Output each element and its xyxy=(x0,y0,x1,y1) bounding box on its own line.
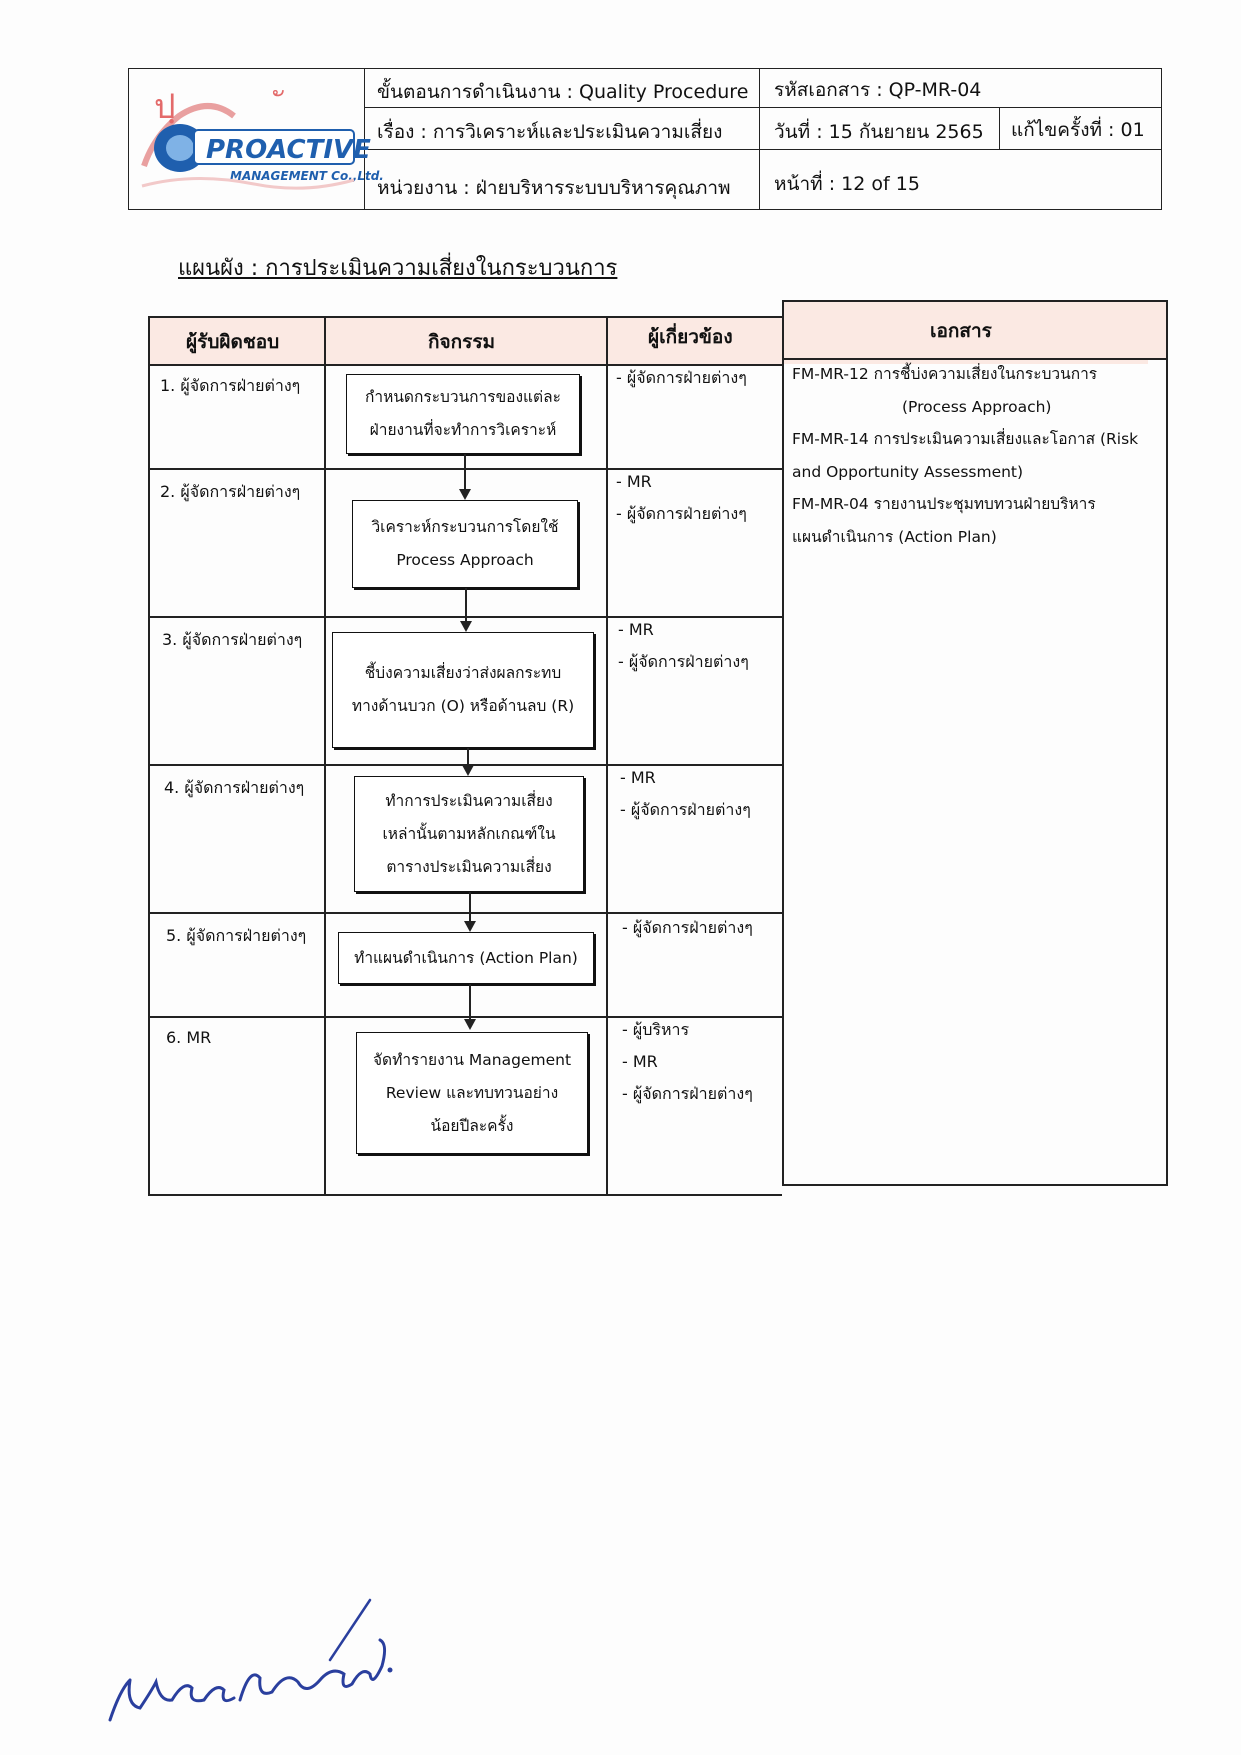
related-item: - ผู้จัดการฝ่ายต่างๆ xyxy=(616,368,747,387)
flowchart-title: แผนผัง : การประเมินความเสี่ยงในกระบวนการ xyxy=(178,256,618,281)
related-item: - ผู้จัดการฝ่ายต่างๆ xyxy=(622,918,753,937)
col-responsible-header: ผู้รับผิดชอบ xyxy=(186,331,280,353)
document-item: FM-MR-12 การชี้บ่งความเสี่ยงในกระบวนการ xyxy=(792,365,1098,383)
activity-box-6: จัดทำรายงาน Management Review และทบทวนอย่าง น้อยปีละครั้ง xyxy=(356,1032,588,1154)
related-row-5 xyxy=(622,912,753,944)
subject: เรื่อง : การวิเคราะห์และประเมินความเสี่ยง xyxy=(377,121,723,143)
activity-box-2: วิเคราะห์กระบวนการโดยใช้ Process Approach xyxy=(352,500,578,588)
related-item: - MR xyxy=(622,1052,658,1071)
col-documents-header: เอกสาร xyxy=(930,320,992,342)
col-activity-header: กิจกรรม xyxy=(428,331,496,353)
activity-box-5: ทำแผนดำเนินการ (Action Plan) xyxy=(338,932,594,984)
document-item: แผนดำเนินการ (Action Plan) xyxy=(792,527,997,546)
related-row-4 xyxy=(620,762,751,826)
related-item: - MR xyxy=(618,620,654,639)
activity-box-1: กำหนดกระบวนการของแต่ละ ฝ่ายงานที่จะทำการวิเคราะห์ xyxy=(346,374,580,454)
related-item: - ผู้จัดการฝ่ายต่างๆ xyxy=(618,652,749,671)
responsible-row-5: 5. ผู้จัดการฝ่ายต่างๆ xyxy=(166,926,307,945)
document-item: FM-MR-14 การประเมินความเสี่ยงและโอกาส (Risk xyxy=(792,430,1139,448)
responsible-row-2: 2. ผู้จัดการฝ่ายต่างๆ xyxy=(160,482,301,501)
related-item: - ผู้จัดการฝ่ายต่างๆ xyxy=(622,1084,753,1103)
activity-box-3: ชี้บ่งความเสี่ยงว่าส่งผลกระทบ ทางด้านบวก (O) หรือด้านลบ (R) xyxy=(332,632,594,748)
col-related-header: ผู้เกี่ยวข้อง xyxy=(648,326,733,348)
related-row-1 xyxy=(616,362,747,394)
department: หน่วยงาน : ฝ่ายบริหารระบบบริหารคุณภาพ xyxy=(377,177,731,199)
document-item: (Process Approach) xyxy=(902,397,1052,416)
svg-text:ั xyxy=(272,90,284,96)
related-row-2 xyxy=(616,466,747,530)
activity-box-4: ทำการประเมินความเสี่ยง เหล่านั้นตามหลักเกณฑ์ใน ตารางประเมินความเสี่ยง xyxy=(354,776,584,892)
document-item: and Opportunity Assessment) xyxy=(792,462,1024,481)
related-item: - MR xyxy=(616,472,652,491)
revision-number: แก้ไขครั้งที่ : 01 xyxy=(1011,119,1145,141)
company-logo xyxy=(134,76,384,204)
responsible-row-1: 1. ผู้จัดการฝ่ายต่างๆ xyxy=(160,376,301,395)
related-item: - MR xyxy=(620,768,656,787)
responsible-row-3: 3. ผู้จัดการฝ่ายต่างๆ xyxy=(162,630,303,649)
doc-code: รหัสเอกสาร : QP-MR-04 xyxy=(774,79,982,101)
related-row-6 xyxy=(622,1014,753,1110)
document-item: FM-MR-04 รายงานประชุมทบทวนฝ่ายบริหาร xyxy=(792,495,1096,513)
handwritten-signature xyxy=(100,1570,400,1740)
svg-text:ปฺ: ปฺ xyxy=(154,87,176,127)
related-row-3 xyxy=(618,614,749,678)
related-item: - ผู้จัดการฝ่ายต่างๆ xyxy=(620,800,751,819)
flowchart-table xyxy=(148,300,1168,1200)
logo-subtext: MANAGEMENT Co.,Ltd. xyxy=(230,169,384,183)
related-item: - ผู้จัดการฝ่ายต่างๆ xyxy=(616,504,747,523)
documents-list xyxy=(792,358,1138,553)
page-number: หน้าที่ : 12 of 15 xyxy=(774,173,920,195)
issue-date: วันที่ : 15 กันยายน 2565 xyxy=(774,121,984,143)
related-item: - ผู้บริหาร xyxy=(622,1020,690,1039)
procedure-label: ขั้นตอนการดำเนินงาน : Quality Procedure xyxy=(377,81,749,103)
logo-text: PROACTIVE xyxy=(206,135,371,165)
responsible-row-4: 4. ผู้จัดการฝ่ายต่างๆ xyxy=(164,778,305,797)
responsible-row-6: 6. MR xyxy=(166,1028,212,1047)
